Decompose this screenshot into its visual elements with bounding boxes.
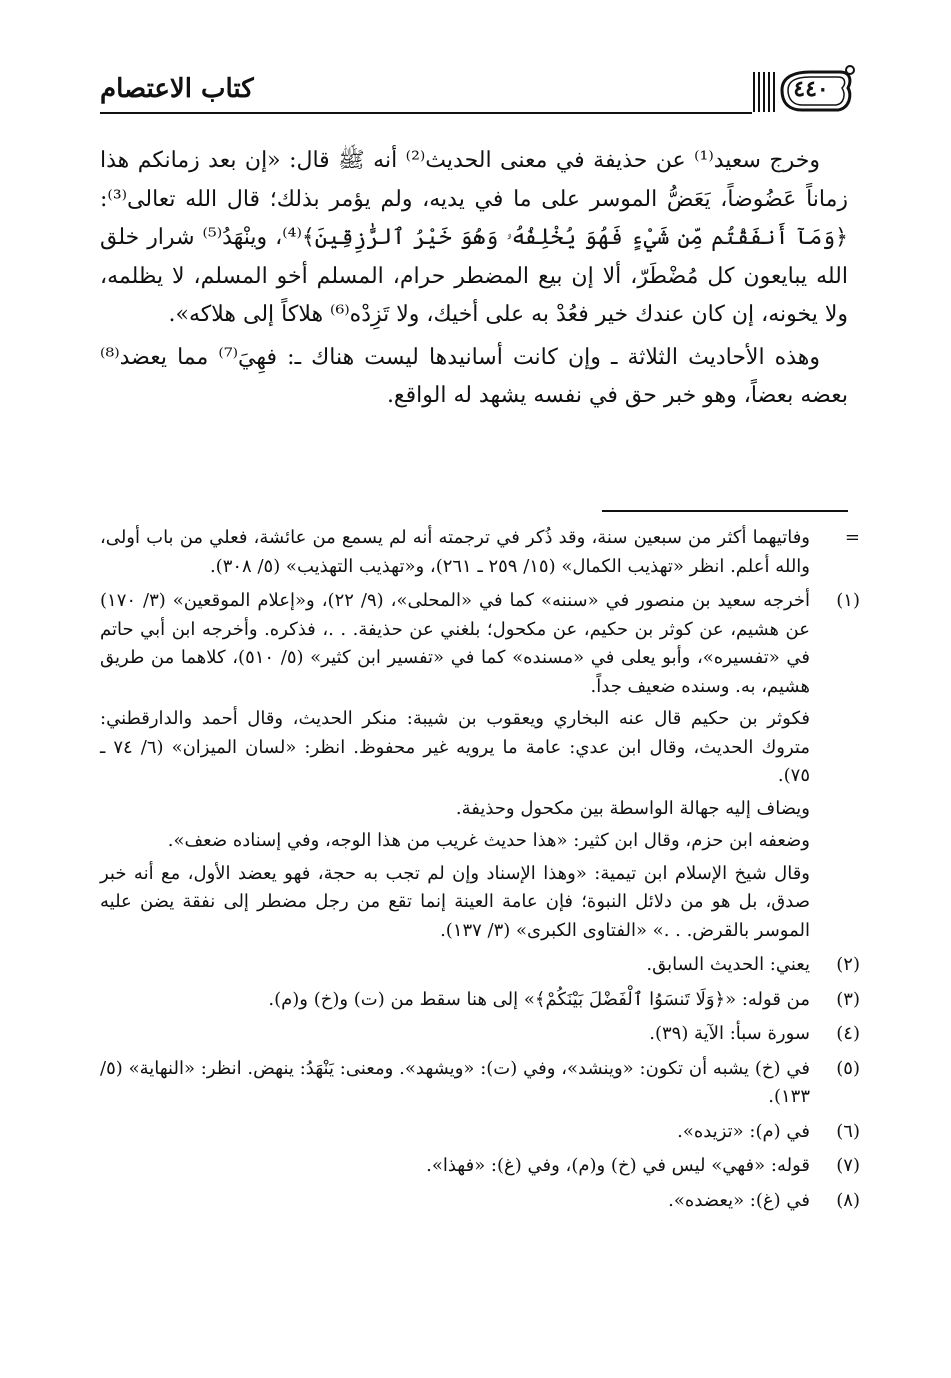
footnote-5 [100, 1055, 860, 1112]
footnote-text: وضعفه ابن حزم، وقال ابن كثير: «هذا حديث غريب من هذا الوجه، وفي إسناده ضعف». [167, 830, 810, 851]
footnote-marker: (٨) [836, 1189, 860, 1211]
footnote-text: في (خ) يشبه أن تكون: «وينشد»، وفي (ت): «ويشهد». ومعنى: يَنْهَدُ: ينهض. انظر: «النهاية» (٥/ ١٣٣). [100, 1057, 810, 1107]
footnote-marker: (٣) [836, 988, 860, 1010]
footnote-separator [602, 510, 848, 512]
main-paragraph-2: وهذه الأحاديث الثلاثة ـ وإن كانت أسانيدها ليست هناك ـ: فهِيَ⁽⁷⁾ مما يعضد⁽⁸⁾ بعضه بعضاً، وهو خبر حق في نفسه يشهد له الواقع. [100, 344, 848, 408]
footnote-7 [100, 1152, 860, 1181]
footnote-marker: (٥) [836, 1057, 860, 1079]
footnote-text: فكوثر بن حكيم قال عنه البخاري ويعقوب بن شيبة: منكر الحديث، وقال أحمد والدارقطني: متروك الحديث، وقال ابن عدي: عامة ما يرويه غير محفوظ. انظر: «لسان الميزان» (٦/ ٧٤ ـ ٧٥). [100, 708, 810, 786]
footnote-marker: (٤) [836, 1023, 860, 1044]
page-number: ٤٤٠ [793, 76, 829, 102]
footnote-text: أخرجه سعيد بن منصور في «سننه» كما في «المحلى»، (٩/ ٢٢)، و«إعلام الموقعين» (٣/ ١٧٠) عن هشيم، عن كوثر بن حكيم، عن مكحول؛ بلغني عن حذيفة. . .، فذكره. وأخرجه ابن أبي حاتم في «تفسيره»، وأبو يعلى في «مسنده» كما في «تفسير ابن كثير» (٥/ ٥١٠)، كلاهما من طريق هشيم، به. وسنده ضعيف جداً. [100, 590, 811, 697]
footnote-8 [100, 1187, 860, 1216]
footnote-continuation [100, 524, 860, 581]
footnote-text: من قوله: «﴿وَلَا تَنسَوُا ٱلْفَضْلَ بَيْنَكُمْ﴾» إلى هنا سقط من (ت) و(خ) و(م). [268, 988, 810, 1010]
footnote-1 [100, 587, 860, 945]
footnote-marker: (٢) [836, 954, 860, 975]
footnote-text: ويضاف إليه جهالة الواسطة بين مكحول وحذيفة. [455, 797, 810, 819]
footnote-marker: (٦) [836, 1120, 860, 1142]
footnote-6 [100, 1118, 860, 1147]
footnote-3 [100, 986, 860, 1015]
footnote-text: قوله: «فهي» ليس في (خ) و(م)، وفي (غ): «فهذا». [426, 1155, 810, 1176]
footnote-text: وفاتيهما أكثر من سبعين سنة، وقد ذُكر في ترجمته أنه لم يسمع من عائشة، فعلي من باب أولى، والله أعلم. انظر «تهذيب الكمال» (١٥/ ٢٥٩ ـ ٢٦١)، و«تهذيب التهذيب» (٥/ ٣٠٨). [100, 527, 810, 577]
footnote-text: وقال شيخ الإسلام ابن تيمية: «وهذا الإسناد وإن لم تجب به حجة، فهو يعضد الأول، مع أنه خبر صدق، بل هو من دلائل النبوة؛ فإن عامة العينة إنما تقع من رجل مضطر إلى نفقة يضن عليه الموسر بالقرض. . .» «الفتاوى الكبرى» (٣/ ١٣٧). [100, 862, 810, 941]
main-paragraph-1: وخرج سعيد⁽¹⁾ عن حذيفة في معنى الحديث⁽²⁾ أنه ﷺ قال: «إن بعد زمانكم هذا زماناً عَضُوضاً، يَعَضُّ الموسر على ما في يديه، ولم يؤمر بذلك؛ قال الله تعالى⁽³⁾: ﴿وَمَآ أَنفَقْتُم مِّن شَيْءٍ فَهُوَ يُخْلِفُهُۥ وَهُوَ خَيْرُ ٱلرَّٰزِقِينَ﴾⁽⁴⁾، وينْهَدُ⁽⁵⁾ شرار خلق الله يبايعون كل مُضْطَرّ، ألا إن بيع المضطر حرام، المسلم أخو المسلم، لا يظلمه، ولا يخونه، إن كان عندك خير فعُدْ به على أخيك، ولا تَزِدْه⁽⁶⁾ هلاكاً إلى هلاكه». [100, 148, 848, 327]
running-title: كتاب الاعتصام [100, 74, 254, 104]
footnote-text: سورة سبأ: الآية (٣٩). [649, 1023, 810, 1044]
footnote-text: في (غ): «يعضده». [668, 1189, 810, 1211]
footnote-text: في (م): «تزيده». [677, 1120, 810, 1142]
footnote-marker: (٧) [836, 1155, 860, 1176]
footnotes [100, 524, 860, 1221]
footnote-2 [100, 951, 860, 980]
footnote-marker: (١) [836, 590, 860, 611]
footnote-text: يعني: الحديث السابق. [646, 954, 810, 975]
footnote-marker: = [844, 527, 860, 548]
header-rule [100, 112, 752, 114]
main-text [100, 142, 848, 416]
footnote-4 [100, 1020, 860, 1049]
